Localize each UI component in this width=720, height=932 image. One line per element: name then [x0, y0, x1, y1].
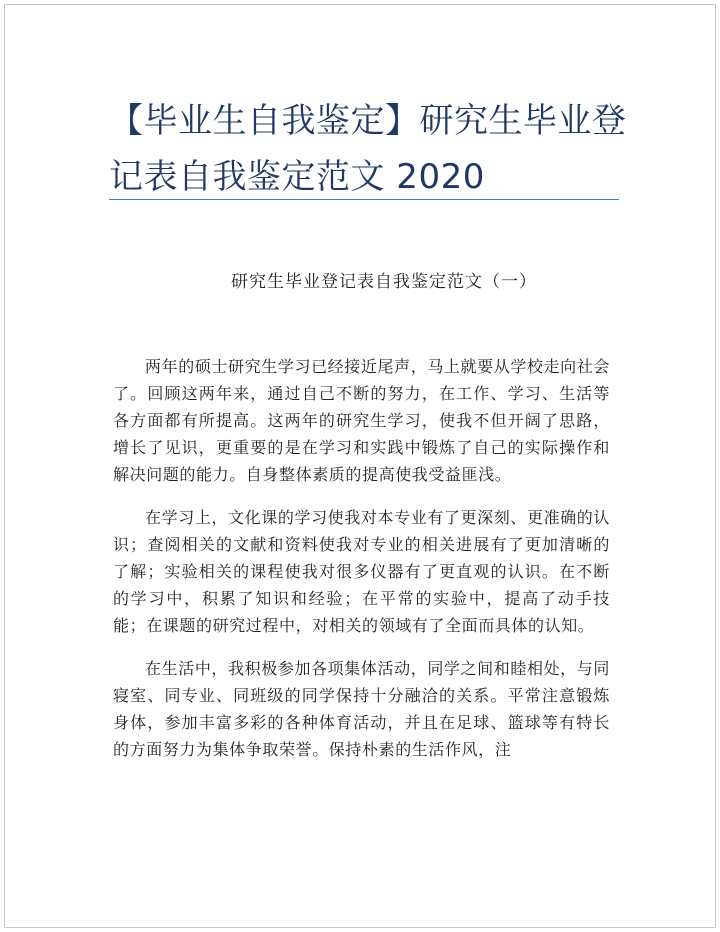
title-divider: [109, 199, 619, 200]
document-body: [113, 353, 610, 779]
paragraph: 在学习上，文化课的学习使我对本专业有了更深刻、更准确的认识；查阅相关的文献和资料使我对专业的相关进展有了更加清晰的了解；实验相关的课程使我对很多仪器有了更直观的认识。在不断的学习中，积累了知识和经验；在平常的实验中，提高了动手技能；在课题的研究过程中，对相关的领域有了全面而具体的认知。: [113, 508, 610, 635]
paragraph: 两年的硕士研究生学习已经接近尾声，马上就要从学校走向社会了。回顾这两年来，通过自己不断的努力，在工作、学习、生活等各方面都有所提高。这两年的研究生学习，使我不但开阔了思路，增长了见识，更重要的是在学习和实践中锻炼了自己的实际操作和解决问题的能力。自身整体素质的提高使我受益匪浅。: [113, 357, 610, 484]
document-title: 【毕业生自我鉴定】研究生毕业登记表自我鉴定范文 2020: [109, 101, 627, 197]
paragraph: 在生活中，我积极参加各项集体活动，同学之间和睦相处，与同寝室、同专业、同班级的同学保持十分融洽的关系。平常注意锻炼身体，参加丰富多彩的各种体育活动，并且在足球、篮球等有特长的方面努力为集体争取荣誉。保持朴素的生活作风，注: [113, 659, 610, 759]
document-page: [4, 4, 716, 928]
section-subtitle: 研究生毕业登记表自我鉴定范文（一）: [231, 272, 537, 292]
